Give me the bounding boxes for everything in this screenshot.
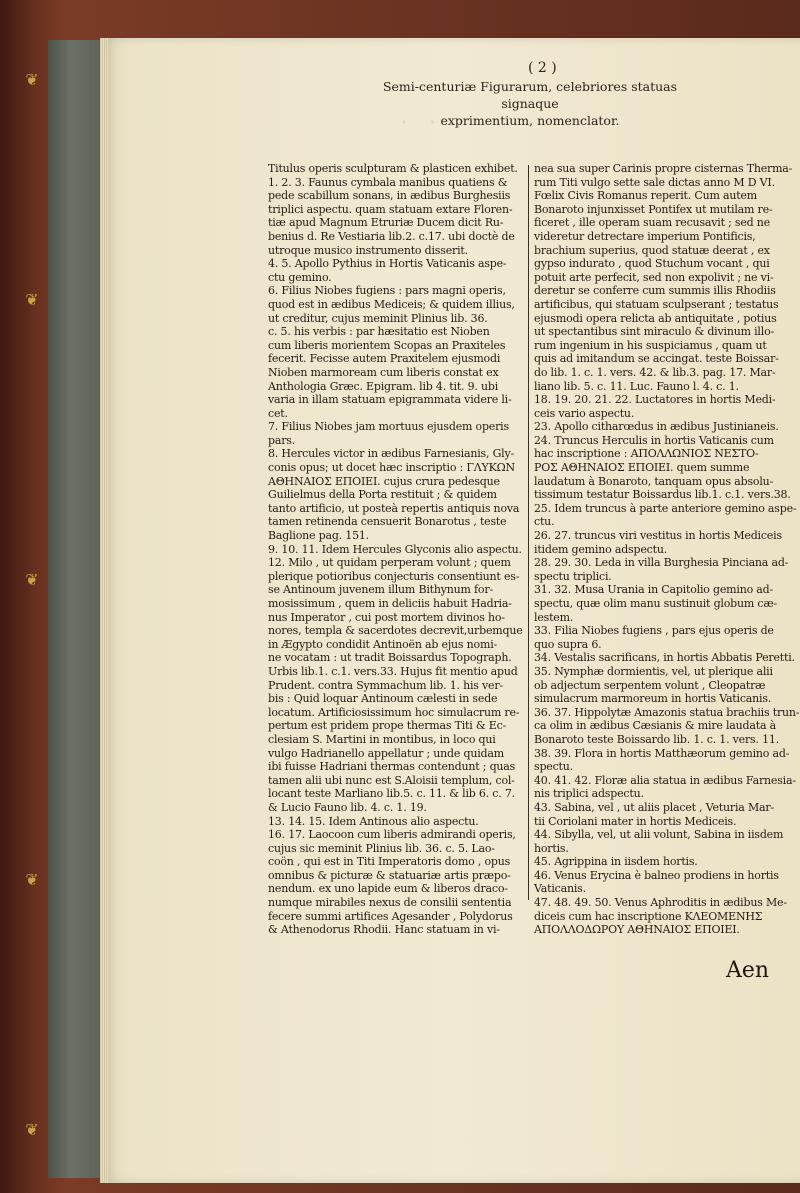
text-line: clesiam S. Martini in montibus, in loco qui — [268, 732, 496, 746]
text-line: varia in illam statuam epigrammata videre li- — [268, 393, 512, 407]
text-line: in Ægypto condidit Antinoën ab ejus nomi- — [268, 637, 498, 651]
text-line: 24. Truncus Herculis in hortis Vaticanis cum — [534, 433, 774, 447]
text-line: ΑΘΗΝΑΙΟΣ ΕΠΟΙΕΙ. cujus crura pedesque — [268, 474, 500, 488]
text-line: diceis cum hac inscriptione ΚΛΕΟΜΕΝΗΣ — [534, 909, 763, 923]
page-number: ( 2 ) — [528, 60, 557, 76]
text-line: 4. 5. Apollo Pythius in Hortis Vaticanis aspe- — [268, 257, 507, 271]
text-line: ne vocatam : ut tradit Boissardus Topograph. — [268, 651, 512, 665]
text-line: 40. 41. 42. Floræ alia statua in ædibus Farnesia- — [534, 773, 796, 787]
text-line: Anthologia Græc. Epigram. lib 4. tit. 9. ubi — [268, 379, 499, 393]
text-line: hortis. — [534, 841, 569, 855]
text-line: nores, templa & sacerdotes decrevit,urbemque — [268, 624, 523, 638]
title-line-1: Semi-centuriæ Figurarum, celebriores statuas signaque — [382, 79, 678, 111]
text-line: artificibus, qui statuam sculpserant ; testatus — [534, 297, 779, 311]
text-line: 1. 2. 3. Faunus cymbala manibus quatiens & — [268, 175, 508, 189]
text-line: 34. Vestalis sacrificans, in hortis Abbatis Peretti. — [534, 651, 795, 665]
text-line: rum ingenium in his suspiciamus , quam ut — [534, 338, 767, 352]
text-line: tamen retinenda censuerit Bonarotus , teste — [268, 515, 507, 529]
text-line: plerique potioribus conjecturis consentiunt es- — [268, 569, 520, 583]
text-line: nis triplici adspectu. — [534, 787, 644, 801]
text-line: ficeret , ille operam suam recusavit ; sed ne — [534, 216, 770, 230]
text-line: cet. — [268, 406, 288, 420]
text-line: 26. 27. truncus viri vestitus in hortis Mediceis — [534, 529, 782, 543]
text-line: quis ad imitandum se accingat. teste Boissar- — [534, 352, 779, 366]
text-line: utroque musico instrumento disserit. — [268, 243, 468, 257]
text-line: nendum. ex uno lapide eum & liberos draco- — [268, 882, 508, 896]
text-line: Guilielmus della Porta restituit ; & quidem — [268, 488, 497, 502]
text-line: Nioben marmoream cum liberis constat ex — [268, 365, 499, 379]
text-line: locant teste Marliano lib.5. c. 11. & lib 6. c. 7. — [268, 787, 515, 801]
text-line: brachium superius, quod statuæ deerat , ex — [534, 243, 770, 257]
text-line: 6. Filius Niobes fugiens : pars magni operis, — [268, 284, 506, 298]
text-line: spectu, quæ olim manu sustinuit globum cæ- — [534, 597, 778, 610]
text-line: Prudent. contra Symmachum lib. 1. his ver- — [268, 678, 503, 692]
catchword: Aen — [726, 958, 770, 983]
page-edge — [100, 38, 108, 1183]
text-line: locatum. Artificiosissimum hoc simulacrum re- — [268, 705, 520, 719]
gilt-ornament: ❦ — [25, 870, 39, 889]
text-line: itidem gemino adspectu. — [534, 542, 667, 556]
text-line: ctu. — [534, 515, 555, 529]
text-line: ut spectantibus sint miraculo & divinum illo- — [534, 325, 775, 339]
endpaper — [48, 40, 106, 1178]
left-column — [268, 162, 526, 937]
text-line: tanto artificio, ut posteà repertis antiquis nova — [268, 501, 520, 515]
text-line: 23. Apollo citharœdus in ædibus Justinianeis. — [534, 420, 779, 434]
text-line: & Lucio Fauno lib. 4. c. 1. 19. — [268, 800, 427, 814]
text-line: 33. Filia Niobes fugiens , pars ejus operis de — [534, 624, 774, 638]
text-line: 13. 14. 15. Idem Antinous alio aspectu. — [268, 814, 479, 828]
text-line: 38. 39. Flora in hortis Matthæorum gemino ad- — [534, 746, 790, 760]
text-line: Vaticanis. — [534, 882, 586, 896]
gilt-ornament: ❦ — [25, 1120, 39, 1139]
text-line: & Athenodorus Rhodii. Hanc statuam in vi- — [268, 923, 500, 937]
text-line: spectu. — [534, 760, 573, 774]
text-line: triplici aspectu. quam statuam extare Floren- — [268, 202, 513, 216]
text-line: numque mirabiles nexus de consilii sententia — [268, 896, 512, 910]
page-title — [360, 78, 700, 129]
text-line: 18. 19. 20. 21. 22. Luctatores in hortis Medi- — [534, 393, 776, 407]
text-line: 25. Idem truncus à parte anteriore gemino aspe- — [534, 501, 797, 515]
text-line: ob adjectum serpentem volunt , Cleopatræ — [534, 678, 766, 692]
text-line: ctu gemino. — [268, 270, 332, 284]
text-line: 31. 32. Musa Urania in Capitolio gemino ad- — [534, 583, 774, 597]
text-line: 12. Milo , ut quidam perperam volunt ; quem — [268, 556, 511, 570]
text-line: 36. 37. Hippolytæ Amazonis statua brachiis trun- — [534, 705, 800, 719]
gilt-ornament: ❦ — [25, 290, 39, 309]
text-line: 46. Venus Erycina è balneo prodiens in hortis — [534, 868, 779, 882]
text-line: ut creditur, cujus meminit Plinius lib. 36. — [268, 311, 488, 325]
text-line: Titulus operis sculpturam & plasticen exhibet. — [268, 162, 518, 175]
text-line: pars. — [268, 433, 295, 447]
text-line: 43. Sabina, vel , ut aliis placet , Veturia Mar- — [534, 800, 774, 814]
gilt-ornament: ❦ — [25, 70, 39, 89]
text-line: simulacrum marmoreum in hortis Vaticanis. — [534, 692, 772, 706]
text-line: quo supra 6. — [534, 637, 602, 651]
text-line: 45. Agrippina in iisdem hortis. — [534, 855, 698, 869]
text-line: 47. 48. 49. 50. Venus Aphroditis in ædibus Me- — [534, 896, 787, 910]
text-line: nus Imperator , cui post mortem divinos ho- — [268, 610, 505, 624]
text-line: ibi fuisse Hadriani thermas contendunt ; quas — [268, 760, 516, 774]
text-line: pede scabillum sonans, in ædibus Burghesiis — [268, 189, 511, 203]
column-divider — [528, 165, 529, 900]
text-line: 44. Sibylla, vel, ut alii volunt, Sabina in iisdem — [534, 828, 784, 842]
text-line: Fœlix Civis Romanus reperit. Cum autem — [534, 189, 757, 203]
text-line: tissimum testatur Boissardus lib.1. c.1. vers.38. — [534, 488, 791, 502]
text-line: tamen alii ubi nunc est S.Aloisii templum, col- — [268, 773, 515, 787]
text-line: benius d. Re Vestiaria lib.2. c.17. ubi doctè de — [268, 229, 515, 243]
text-line: c. 5. his verbis : par hæsitatio est Nioben — [268, 325, 490, 339]
text-line: 35. Nymphæ dormientis, vel, ut plerique alii — [534, 664, 773, 678]
text-line: potuit arte perfecit, sed non expolivit ; ne vi- — [534, 270, 774, 284]
text-line: Bonaroto teste Boissardo lib. 1. c. 1. vers. 11. — [534, 732, 779, 746]
text-line: gypso indurato , quod Stuchum vocant , qui — [534, 257, 770, 271]
text-line: lestem. — [534, 610, 574, 624]
text-line: fecerit. Fecisse autem Praxitelem ejusmodi — [268, 352, 501, 366]
text-line: laudatum à Bonaroto, tanquam opus absolu- — [534, 474, 774, 488]
right-column — [534, 162, 800, 937]
text-line: deretur se conferre cum summis illis Rhodiis — [534, 284, 776, 298]
title-line-2: exprimentium, nomenclator. — [440, 113, 620, 128]
text-line: 9. 10. 11. Idem Hercules Glyconis alio aspectu. — [268, 542, 522, 556]
text-line: vulgo Hadrianello appellatur ; unde quidam — [268, 746, 504, 760]
text-line: mosissimum , quem in deliciis habuit Hadria- — [268, 597, 512, 610]
text-line: cum liberis morientem Scopas an Praxiteles — [268, 338, 506, 352]
text-line: omnibus & picturæ & statuariæ artis præpo- — [268, 868, 511, 882]
text-line: do lib. 1. c. 1. vers. 42. & lib.3. pag. 17. Mar- — [534, 365, 776, 379]
text-line: liano lib. 5. c. 11. Luc. Fauno l. 4. c. 1. — [534, 379, 739, 393]
text-line: se Antinoum juvenem illum Bithynum for- — [268, 583, 493, 597]
text-line: ceis vario aspectu. — [534, 406, 635, 420]
text-line: bis : Quid loquar Antinoum cælesti in sede — [268, 692, 498, 706]
text-line: pertum est pridem prope thermas Titi & Ec- — [268, 719, 507, 733]
text-line: ΡΟΣ ΑΘΗΝΑΙΟΣ ΕΠΟΙΕΙ. quem summe — [534, 461, 750, 475]
text-line: 8. Hercules victor in ædibus Farnesianis, Gly- — [268, 447, 515, 461]
gilt-ornament: ❦ — [25, 570, 39, 589]
text-line: spectu triplici. — [534, 569, 612, 583]
text-line: fecere summi artifices Agesander , Polydorus — [268, 909, 513, 923]
text-line: Urbis lib.1. c.1. vers.33. Hujus fit mentio apud — [268, 664, 518, 678]
text-line: quod est in ædibus Mediceis; & quidem illius, — [268, 297, 515, 311]
text-line: rum Titi vulgo sette sale dictas anno M D VI. — [534, 175, 775, 189]
bleed-through: · · · — [400, 108, 472, 138]
text-line: Baglione pag. 151. — [268, 529, 369, 543]
text-line: ejusmodi opera relicta ab antiquitate , potius — [534, 311, 777, 325]
text-line: tiæ apud Magnum Etruriæ Ducem dicit Ru- — [268, 216, 504, 230]
text-line: ca olim in ædibus Cæsianis & mire laudata à — [534, 719, 776, 733]
text-line: 28. 29. 30. Leda in villa Burghesia Pinciana ad- — [534, 556, 789, 570]
text-line: 16. 17. Laocoon cum liberis admirandi operis, — [268, 828, 516, 842]
text-line: 7. Filius Niobes jam mortuus ejusdem operis — [268, 420, 509, 434]
text-line: videretur detrectare imperium Pontificis, — [534, 229, 756, 243]
text-line: hac inscriptione : ΑΠΟΛΛΩΝΙΟΣ ΝΕΣΤΟ- — [534, 447, 759, 461]
text-line: cujus sic meminit Plinius lib. 36. c. 5. Lao- — [268, 841, 495, 855]
text-line: conis opus; ut docet hæc inscriptio : ΓΛΥΚΩΝ — [268, 461, 515, 475]
text-line: nea sua super Carinis propre cisternas Therma- — [534, 162, 793, 175]
text-line: coön , qui est in Titi Imperatoris domo , opus — [268, 855, 511, 869]
text-line: tii Coriolani mater in hortis Mediceis. — [534, 814, 737, 828]
text-line: Bonaroto injunxisset Pontifex ut mutilam re- — [534, 202, 773, 216]
text-line: ΑΠΟΛΛΟΔΩΡΟΥ ΑΘΗΝΑΙΟΣ ΕΠΟΙΕΙ. — [534, 923, 740, 937]
